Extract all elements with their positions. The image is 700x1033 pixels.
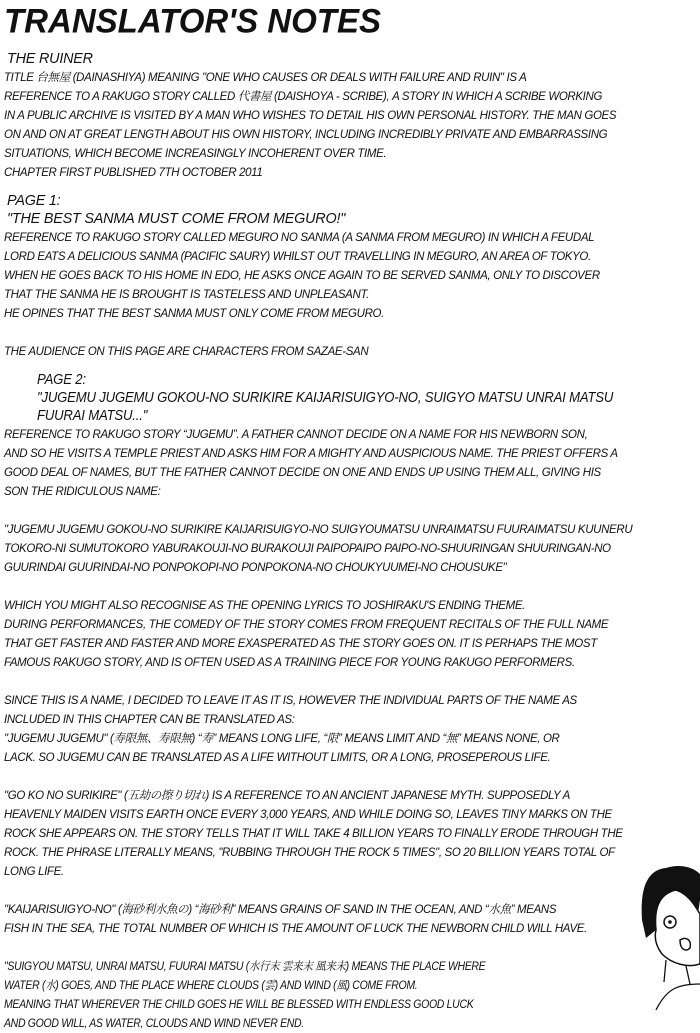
text-line: SON THE RIDICULOUS NAME: <box>4 485 161 498</box>
section-heading: PAGE 1: <box>7 193 61 209</box>
text-line: MEANING THAT WHEREVER THE CHILD GOES HE WILL BE BLESSED WITH ENDLESS GOOD LUCK <box>4 998 474 1011</box>
text-line: "GO KO NO SURIKIRE" (五劫の擦り切れ) IS A REFERENCE TO AN ANCIENT JAPANESE MYTH. SUPPOSEDLY A <box>4 789 570 802</box>
paragraph <box>4 786 700 881</box>
text-line: IN A PUBLIC ARCHIVE IS VISITED BY A MAN WHO WISHES TO DETAIL HIS OWN PERSONAL HISTORY. THE MAN GOES <box>4 109 617 122</box>
section-the-ruiner <box>4 50 700 182</box>
character-illustration <box>636 860 700 1012</box>
text-line: HE OPINES THAT THE BEST SANMA MUST ONLY COME FROM MEGURO. <box>4 307 385 320</box>
text-line: HEAVENLY MAIDEN VISITS EARTH ONCE EVERY 3,000 YEARS, AND WHILE DOING SO, LEAVES TINY MARKS ON THE <box>4 808 612 821</box>
section-heading: THE RUINER <box>7 51 93 67</box>
paragraph <box>4 957 700 1033</box>
section-page-1 <box>4 192 700 361</box>
notes-body <box>4 50 700 1033</box>
text-line: FAMOUS RAKUGO STORY, AND IS OFTEN USED AS A TRAINING PIECE FOR YOUNG RAKUGO PERFORMERS. <box>4 656 575 669</box>
text-line: TOKORO-NI SUMUTOKORO YABURAKOUJI-NO BURAKOUJI PAIPOPAIPO PAIPO-NO-SHUURINGAN SHUURINGAN-NO <box>4 542 611 555</box>
text-line: SINCE THIS IS A NAME, I DECIDED TO LEAVE IT AS IT IS, HOWEVER THE INDIVIDUAL PARTS OF THE NAME AS <box>4 694 577 707</box>
text-line: REFERENCE TO A RAKUGO STORY CALLED 代書屋 (DAISHOYA - SCRIBE), A STORY IN WHICH A SCRIBE WORKING <box>4 90 603 103</box>
text-line: "JUGEMU JUGEMU" (寿限無、寿限無) “寿” MEANS LONG LIFE, “限” MEANS LIMIT AND “無” MEANS NONE, OR <box>4 732 560 745</box>
text-line: "KAIJARISUIGYO-NO" (海砂利水魚の) “海砂利” MEANS GRAINS OF SAND IN THE OCEAN, AND “水魚” MEANS <box>4 903 557 916</box>
text-line: THAT THE SANMA HE IS BROUGHT IS TASTELESS AND UNPLEASANT. <box>4 288 369 301</box>
text-line: CHAPTER FIRST PUBLISHED 7TH OCTOBER 2011 <box>4 166 263 179</box>
text-line: WHICH YOU MIGHT ALSO RECOGNISE AS THE OPENING LYRICS TO JOSHIRAKU'S ENDING THEME. <box>4 599 525 612</box>
section-page-2 <box>4 371 700 1033</box>
section-subheading: "JUGEMU JUGEMU GOKOU-NO SURIKIRE KAIJARISUIGYO-NO, SUIGYO MATSU UNRAI MATSU <box>37 390 614 406</box>
text-line: FISH IN THE SEA, THE TOTAL NUMBER OF WHICH IS THE AMOUNT OF LUCK THE NEWBORN CHILD WILL HAVE. <box>4 922 587 935</box>
text-line: THAT GET FASTER AND FASTER AND MORE EXASPERATED AS THE STORY GOES ON. IT IS PERHAPS THE MOST <box>4 637 597 650</box>
text-line: AND SO HE VISITS A TEMPLE PRIEST AND ASKS HIM FOR A MIGHTY AND AUSPICIOUS NAME. THE PRIEST OFFERS A <box>4 447 618 460</box>
text-line: LONG LIFE. <box>4 865 64 878</box>
text-line: LORD EATS A DELICIOUS SANMA (PACIFIC SAURY) WHILST OUT TRAVELLING IN MEGURO, AN AREA OF TOKYO. <box>4 250 591 263</box>
text-line: ROCK SHE APPEARS ON. THE STORY TELLS THAT IT WILL TAKE 4 BILLION YEARS TO FINALLY ERODE THROUGH THE <box>4 827 623 840</box>
section-heading: PAGE 2: <box>37 372 86 388</box>
paragraph <box>4 425 700 501</box>
text-line: TITLE 台無屋 (DAINASHIYA) MEANING "ONE WHO CAUSES OR DEALS WITH FAILURE AND RUIN" IS A <box>4 71 527 84</box>
text-line: WATER (水) GOES, AND THE PLACE WHERE CLOUDS (雲) AND WIND (風) COME FROM. <box>4 979 418 992</box>
text-line: "SUIGYOU MATSU, UNRAI MATSU, FUURAI MATSU (水行末 雲来末 風来末) MEANS THE PLACE WHERE <box>4 960 486 973</box>
page-title: TRANSLATOR'S NOTES <box>4 1 381 40</box>
text-line: GUURINDAI GUURINDAI-NO PONPOKOPI-NO PONPOKONA-NO CHOUKYUUMEI-NO CHOUSUKE" <box>4 561 507 574</box>
section-subheading: FUURAI MATSU..." <box>37 408 148 424</box>
text-line: WHEN HE GOES BACK TO HIS HOME IN EDO, HE ASKS ONCE AGAIN TO BE SERVED SANMA, ONLY TO DISCOVER <box>4 269 600 282</box>
text-line: REFERENCE TO RAKUGO STORY CALLED MEGURO NO SANMA (A SANMA FROM MEGURO) IN WHICH A FEUDAL <box>4 231 595 244</box>
text-line: DURING PERFORMANCES, THE COMEDY OF THE STORY COMES FROM FREQUENT RECITALS OF THE FULL NAME <box>4 618 609 631</box>
text-line: LACK. SO JUGEMU CAN BE TRANSLATED AS A LIFE WITHOUT LIMITS, OR A LONG, PROSEPEROUS LIFE. <box>4 751 551 764</box>
paragraph <box>4 691 700 767</box>
section-subheading: "THE BEST SANMA MUST COME FROM MEGURO!" <box>7 211 346 227</box>
text-line: ON AND ON AT GREAT LENGTH ABOUT HIS OWN HISTORY, INCLUDING INCREDIBLY PRIVATE AND EMBARRASSING <box>4 128 608 141</box>
paragraph <box>4 68 700 182</box>
text-line: AND GOOD WILL, AS WATER, CLOUDS AND WIND NEVER END. <box>4 1017 304 1030</box>
text-line: THE AUDIENCE ON THIS PAGE ARE CHARACTERS FROM SAZAE-SAN <box>4 345 369 358</box>
paragraph <box>4 596 700 672</box>
text-line: REFERENCE TO RAKUGO STORY “JUGEMU”. A FATHER CANNOT DECIDE ON A NAME FOR HIS NEWBORN SON, <box>4 428 588 441</box>
text-line: SITUATIONS, WHICH BECOME INCREASINGLY INCOHERENT OVER TIME. <box>4 147 387 160</box>
paragraph <box>4 228 700 323</box>
paragraph <box>4 520 700 577</box>
text-line: GOOD DEAL OF NAMES, BUT THE FATHER CANNOT DECIDE ON ONE AND ENDS UP USING THEM ALL, GIVING HIS <box>4 466 601 479</box>
paragraph <box>4 900 700 938</box>
text-line: "JUGEMU JUGEMU GOKOU-NO SURIKIRE KAIJARISUIGYO-NO SUIGYOUMATSU UNRAIMATSU FUURAIMATSU KUUNERU <box>4 523 633 536</box>
text-line: ROCK. THE PHRASE LITERALLY MEANS, "RUBBING THROUGH THE ROCK 5 TIMES", SO 20 BILLION YEARS TOTAL OF <box>4 846 615 859</box>
text-line: INCLUDED IN THIS CHAPTER CAN BE TRANSLATED AS: <box>4 713 295 726</box>
paragraph <box>4 342 700 361</box>
